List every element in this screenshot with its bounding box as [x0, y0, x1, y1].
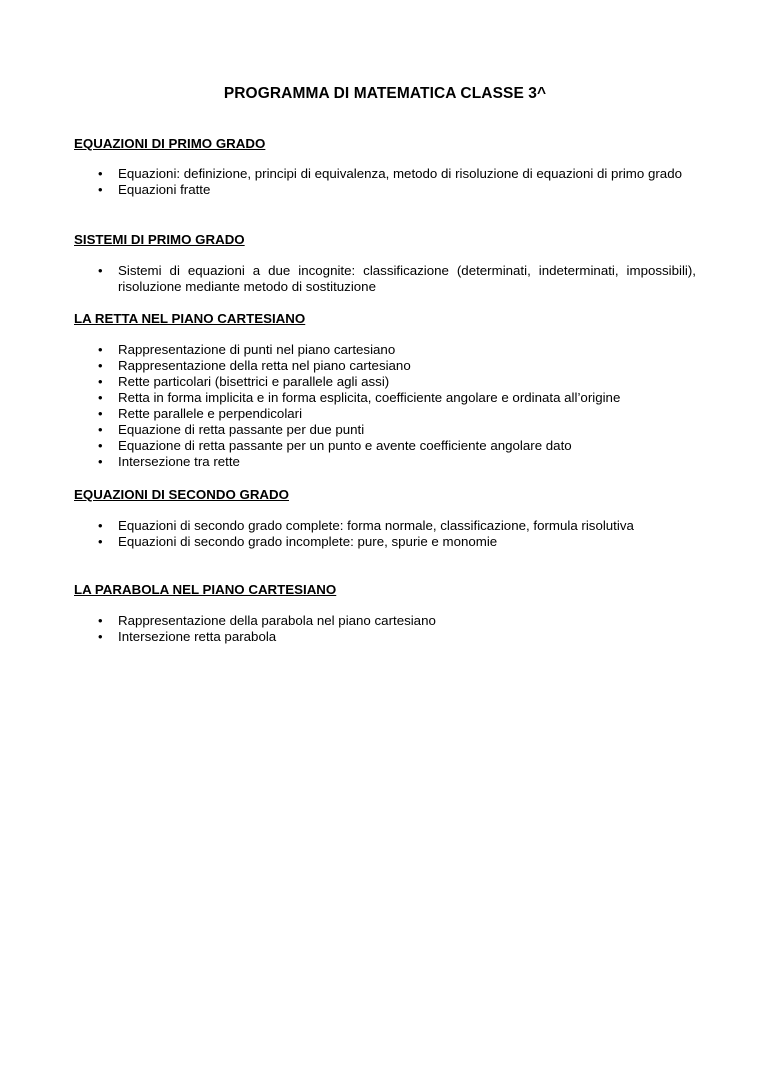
bullet-icon: •: [98, 342, 103, 357]
bullet-icon: •: [98, 166, 103, 181]
list-equazioni-primo-grado: [74, 166, 696, 198]
list-retta-piano-cartesiano: [74, 342, 696, 470]
document-page: [0, 84, 768, 1078]
bullet-icon: •: [98, 182, 103, 197]
list-item: • Rappresentazione di punti nel piano cartesiano: [98, 342, 396, 357]
bullet-icon: •: [98, 358, 103, 373]
list-item: • Equazione di retta passante per due punti: [98, 422, 365, 437]
list-item: • Rappresentazione della parabola nel piano cartesiano: [98, 613, 436, 628]
section-heading-equazioni-secondo-grado: EQUAZIONI DI SECONDO GRADO: [74, 487, 289, 502]
section-heading-sistemi-primo-grado: SISTEMI DI PRIMO GRADO: [74, 232, 245, 247]
list-item: • Rette parallele e perpendicolari: [98, 406, 303, 421]
list-equazioni-secondo-grado: [74, 518, 696, 550]
list-parabola-piano-cartesiano: [74, 613, 696, 645]
bullet-icon: •: [98, 406, 103, 421]
section-heading-parabola-piano-cartesiano: LA PARABOLA NEL PIANO CARTESIANO: [74, 582, 337, 597]
bullet-icon: •: [98, 613, 103, 628]
list-item: • Intersezione tra rette: [98, 454, 240, 469]
bullet-icon: •: [98, 390, 103, 405]
list-item: • Sistemi di equazioni a due incognite: classificazione (determinati, indeterminati, impossibili), risoluzione mediante metodo di sostituzione: [98, 263, 696, 294]
list-item: • Equazione di retta passante per un punto e avente coefficiente angolare dato: [98, 438, 572, 453]
bullet-icon: •: [98, 422, 103, 437]
bullet-icon: •: [98, 438, 103, 453]
bullet-icon: •: [98, 263, 103, 278]
section-heading-equazioni-primo-grado: EQUAZIONI DI PRIMO GRADO: [74, 136, 266, 151]
bullet-icon: •: [98, 454, 103, 469]
list-item: • Intersezione retta parabola: [98, 629, 277, 644]
bullet-icon: •: [98, 629, 103, 644]
list-item: • Equazioni: definizione, principi di equivalenza, metodo di risoluzione di equazioni di primo grado: [98, 166, 682, 181]
list-item: • Retta in forma implicita e in forma esplicita, coefficiente angolare e ordinata all’origine: [98, 390, 621, 405]
list-sistemi-primo-grado: [74, 263, 696, 295]
list-item: • Rette particolari (bisettrici e parallele agli assi): [98, 374, 390, 389]
section-heading-retta-piano-cartesiano: LA RETTA NEL PIANO CARTESIANO: [74, 311, 306, 326]
list-item: • Equazioni di secondo grado complete: forma normale, classificazione, formula risolutiva: [98, 518, 634, 533]
bullet-icon: •: [98, 518, 103, 533]
bullet-icon: •: [98, 534, 103, 549]
list-item: • Equazioni fratte: [98, 182, 211, 197]
page-title: PROGRAMMA DI MATEMATICA CLASSE 3^: [223, 85, 547, 102]
list-item: • Rappresentazione della retta nel piano cartesiano: [98, 358, 411, 373]
bullet-icon: •: [98, 374, 103, 389]
list-item: • Equazioni di secondo grado incomplete: pure, spurie e monomie: [98, 534, 498, 549]
